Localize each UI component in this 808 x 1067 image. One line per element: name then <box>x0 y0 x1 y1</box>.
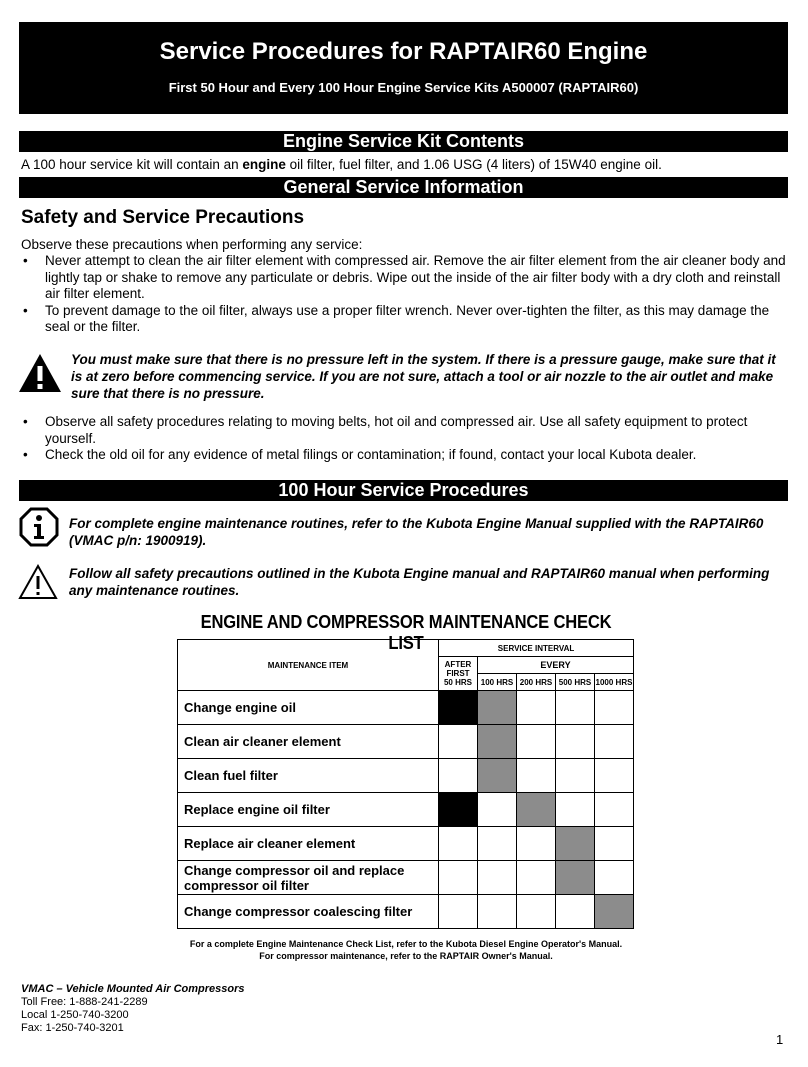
warning-icon <box>18 353 62 393</box>
kit-text-bold: engine <box>242 157 286 172</box>
list-item <box>21 253 787 303</box>
list-item <box>21 447 787 464</box>
footer-local: Local 1-250-740-3200 <box>21 1009 129 1021</box>
col-1000-header: 1000 HRS <box>595 674 634 691</box>
page-subtitle: First 50 Hour and Every 100 Hour Engine Service Kits A500007 (RAPTAIR60) <box>168 80 639 95</box>
precautions-intro: Observe these precautions when performing any service: <box>21 237 363 252</box>
table-row <box>178 793 634 827</box>
bullet-icon: • <box>23 302 28 318</box>
col-after-header: AFTER FIRST 50 HRS <box>439 657 478 691</box>
table-row <box>178 895 634 929</box>
interval-cell <box>478 861 517 895</box>
row-item: Replace engine oil filter <box>178 793 439 827</box>
interval-cell <box>595 861 634 895</box>
row-item: Clean fuel filter <box>178 759 439 793</box>
interval-cell <box>517 793 556 827</box>
row-item: Replace air cleaner element <box>178 827 439 861</box>
table-row <box>178 691 634 725</box>
general-heading: General Service Information <box>19 177 788 198</box>
safety-list <box>21 414 787 464</box>
caution-icon <box>18 564 58 600</box>
table-row <box>178 861 634 895</box>
checklist-note-engine: For a complete Engine Maintenance Check List, refer to the Kubota Diesel Engine Operator's Manual. <box>189 939 623 949</box>
list-item <box>21 414 787 447</box>
interval-cell <box>478 793 517 827</box>
footer-fax: Fax: 1-250-740-3201 <box>21 1022 124 1034</box>
info-icon <box>19 507 59 547</box>
kit-text-part: oil filter, fuel filter, and 1.06 USG (4 liters) of 15W40 engine oil. <box>285 157 662 172</box>
info-note: For complete engine maintenance routines, refer to the Kubota Engine Manual supplied with the RAPTAIR60 (VMAC p/n: 1900919). <box>69 516 764 548</box>
table-row <box>178 725 634 759</box>
interval-cell <box>556 725 595 759</box>
bullet-icon: • <box>23 447 28 462</box>
interval-cell <box>478 759 517 793</box>
list-item-text: Never attempt to clean the air filter element with compressed air. Remove the air filter element from the air cleaner body and lightly tap or shake to remove any particulate or debris. Wipe out the inside of the air filter body with a dry cloth and reinstall air filter element. <box>45 253 786 301</box>
pressure-warning: You must make sure that there is no pressure left in the system. If there is a pressure gauge, make sure that it is at zero before commencing service. If you are not sure, attach a tool or air nozzle to the air outlet and make sure that there is no pressure. <box>71 352 776 401</box>
interval-cell <box>595 725 634 759</box>
interval-cell <box>556 895 595 929</box>
footer-contact <box>21 983 245 1035</box>
maintenance-checklist <box>177 639 634 929</box>
checklist-note-compressor: For compressor maintenance, refer to the RAPTAIR Owner's Manual. <box>259 951 553 961</box>
interval-cell <box>478 725 517 759</box>
interval-cell <box>556 759 595 793</box>
row-item: Change engine oil <box>178 691 439 725</box>
interval-cell <box>478 691 517 725</box>
interval-cell <box>517 759 556 793</box>
interval-cell <box>517 895 556 929</box>
caution-note: Follow all safety precautions outlined in the Kubota Engine manual and RAPTAIR60 manual when performing any maintenance routines. <box>69 566 770 598</box>
checklist-title: ENGINE AND COMPRESSOR MAINTENANCE CHECK LIST <box>200 612 612 653</box>
interval-cell <box>595 827 634 861</box>
interval-cell <box>595 691 634 725</box>
kit-text-part: A 100 hour service kit will contain an <box>21 157 243 172</box>
interval-cell <box>478 895 517 929</box>
row-item: Change compressor coalescing filter <box>178 895 439 929</box>
precautions-list <box>21 253 787 336</box>
safety-subheading: Safety and Service Precautions <box>21 207 305 228</box>
col-item-header: MAINTENANCE ITEM <box>178 640 439 691</box>
bullet-icon: • <box>23 414 28 429</box>
interval-cell <box>517 691 556 725</box>
interval-cell <box>439 759 478 793</box>
interval-cell <box>517 861 556 895</box>
interval-cell <box>439 691 478 725</box>
kit-text <box>21 157 791 174</box>
interval-cell <box>556 691 595 725</box>
interval-cell <box>595 793 634 827</box>
interval-cell <box>478 827 517 861</box>
interval-cell <box>556 793 595 827</box>
bullet-icon: • <box>23 253 28 268</box>
row-item: Change compressor oil and replace compressor oil filter <box>178 861 439 895</box>
col-100-header: 100 HRS <box>478 674 517 691</box>
table-header-row <box>178 640 634 657</box>
interval-cell <box>556 827 595 861</box>
col-200-header: 200 HRS <box>517 674 556 691</box>
row-item: Clean air cleaner element <box>178 725 439 759</box>
page-number: 1 <box>776 1032 784 1047</box>
interval-cell <box>556 861 595 895</box>
list-item-text: Check the old oil for any evidence of metal filings or contamination; if found, contact your local Kubota dealer. <box>45 447 697 462</box>
list-item-text: Observe all safety procedures relating to moving belts, hot oil and compressed air. Use all safety equipment to protect yourself. <box>45 414 748 446</box>
interval-cell <box>439 895 478 929</box>
footer-tollfree: Toll Free: 1-888-241-2289 <box>21 996 148 1008</box>
interval-cell <box>439 827 478 861</box>
interval-cell <box>595 759 634 793</box>
interval-cell <box>439 861 478 895</box>
list-item <box>21 303 787 336</box>
interval-cell <box>439 793 478 827</box>
footer-company: VMAC – Vehicle Mounted Air Compressors <box>21 983 245 995</box>
col-interval-header: SERVICE INTERVAL <box>439 640 634 657</box>
table-row <box>178 759 634 793</box>
interval-cell <box>439 725 478 759</box>
page-title: Service Procedures for RAPTAIR60 Engine <box>159 38 648 65</box>
interval-cell <box>517 827 556 861</box>
kit-heading: Engine Service Kit Contents <box>19 131 788 152</box>
interval-cell <box>517 725 556 759</box>
table-row <box>178 827 634 861</box>
title-banner <box>19 22 788 114</box>
procedures-heading: 100 Hour Service Procedures <box>19 480 788 501</box>
interval-cell <box>595 895 634 929</box>
col-every-header: EVERY <box>478 657 634 674</box>
list-item-text: To prevent damage to the oil filter, always use a proper filter wrench. Never over-tighten the filter, as this may damage the seal or the filter. <box>45 302 770 334</box>
col-500-header: 500 HRS <box>556 674 595 691</box>
